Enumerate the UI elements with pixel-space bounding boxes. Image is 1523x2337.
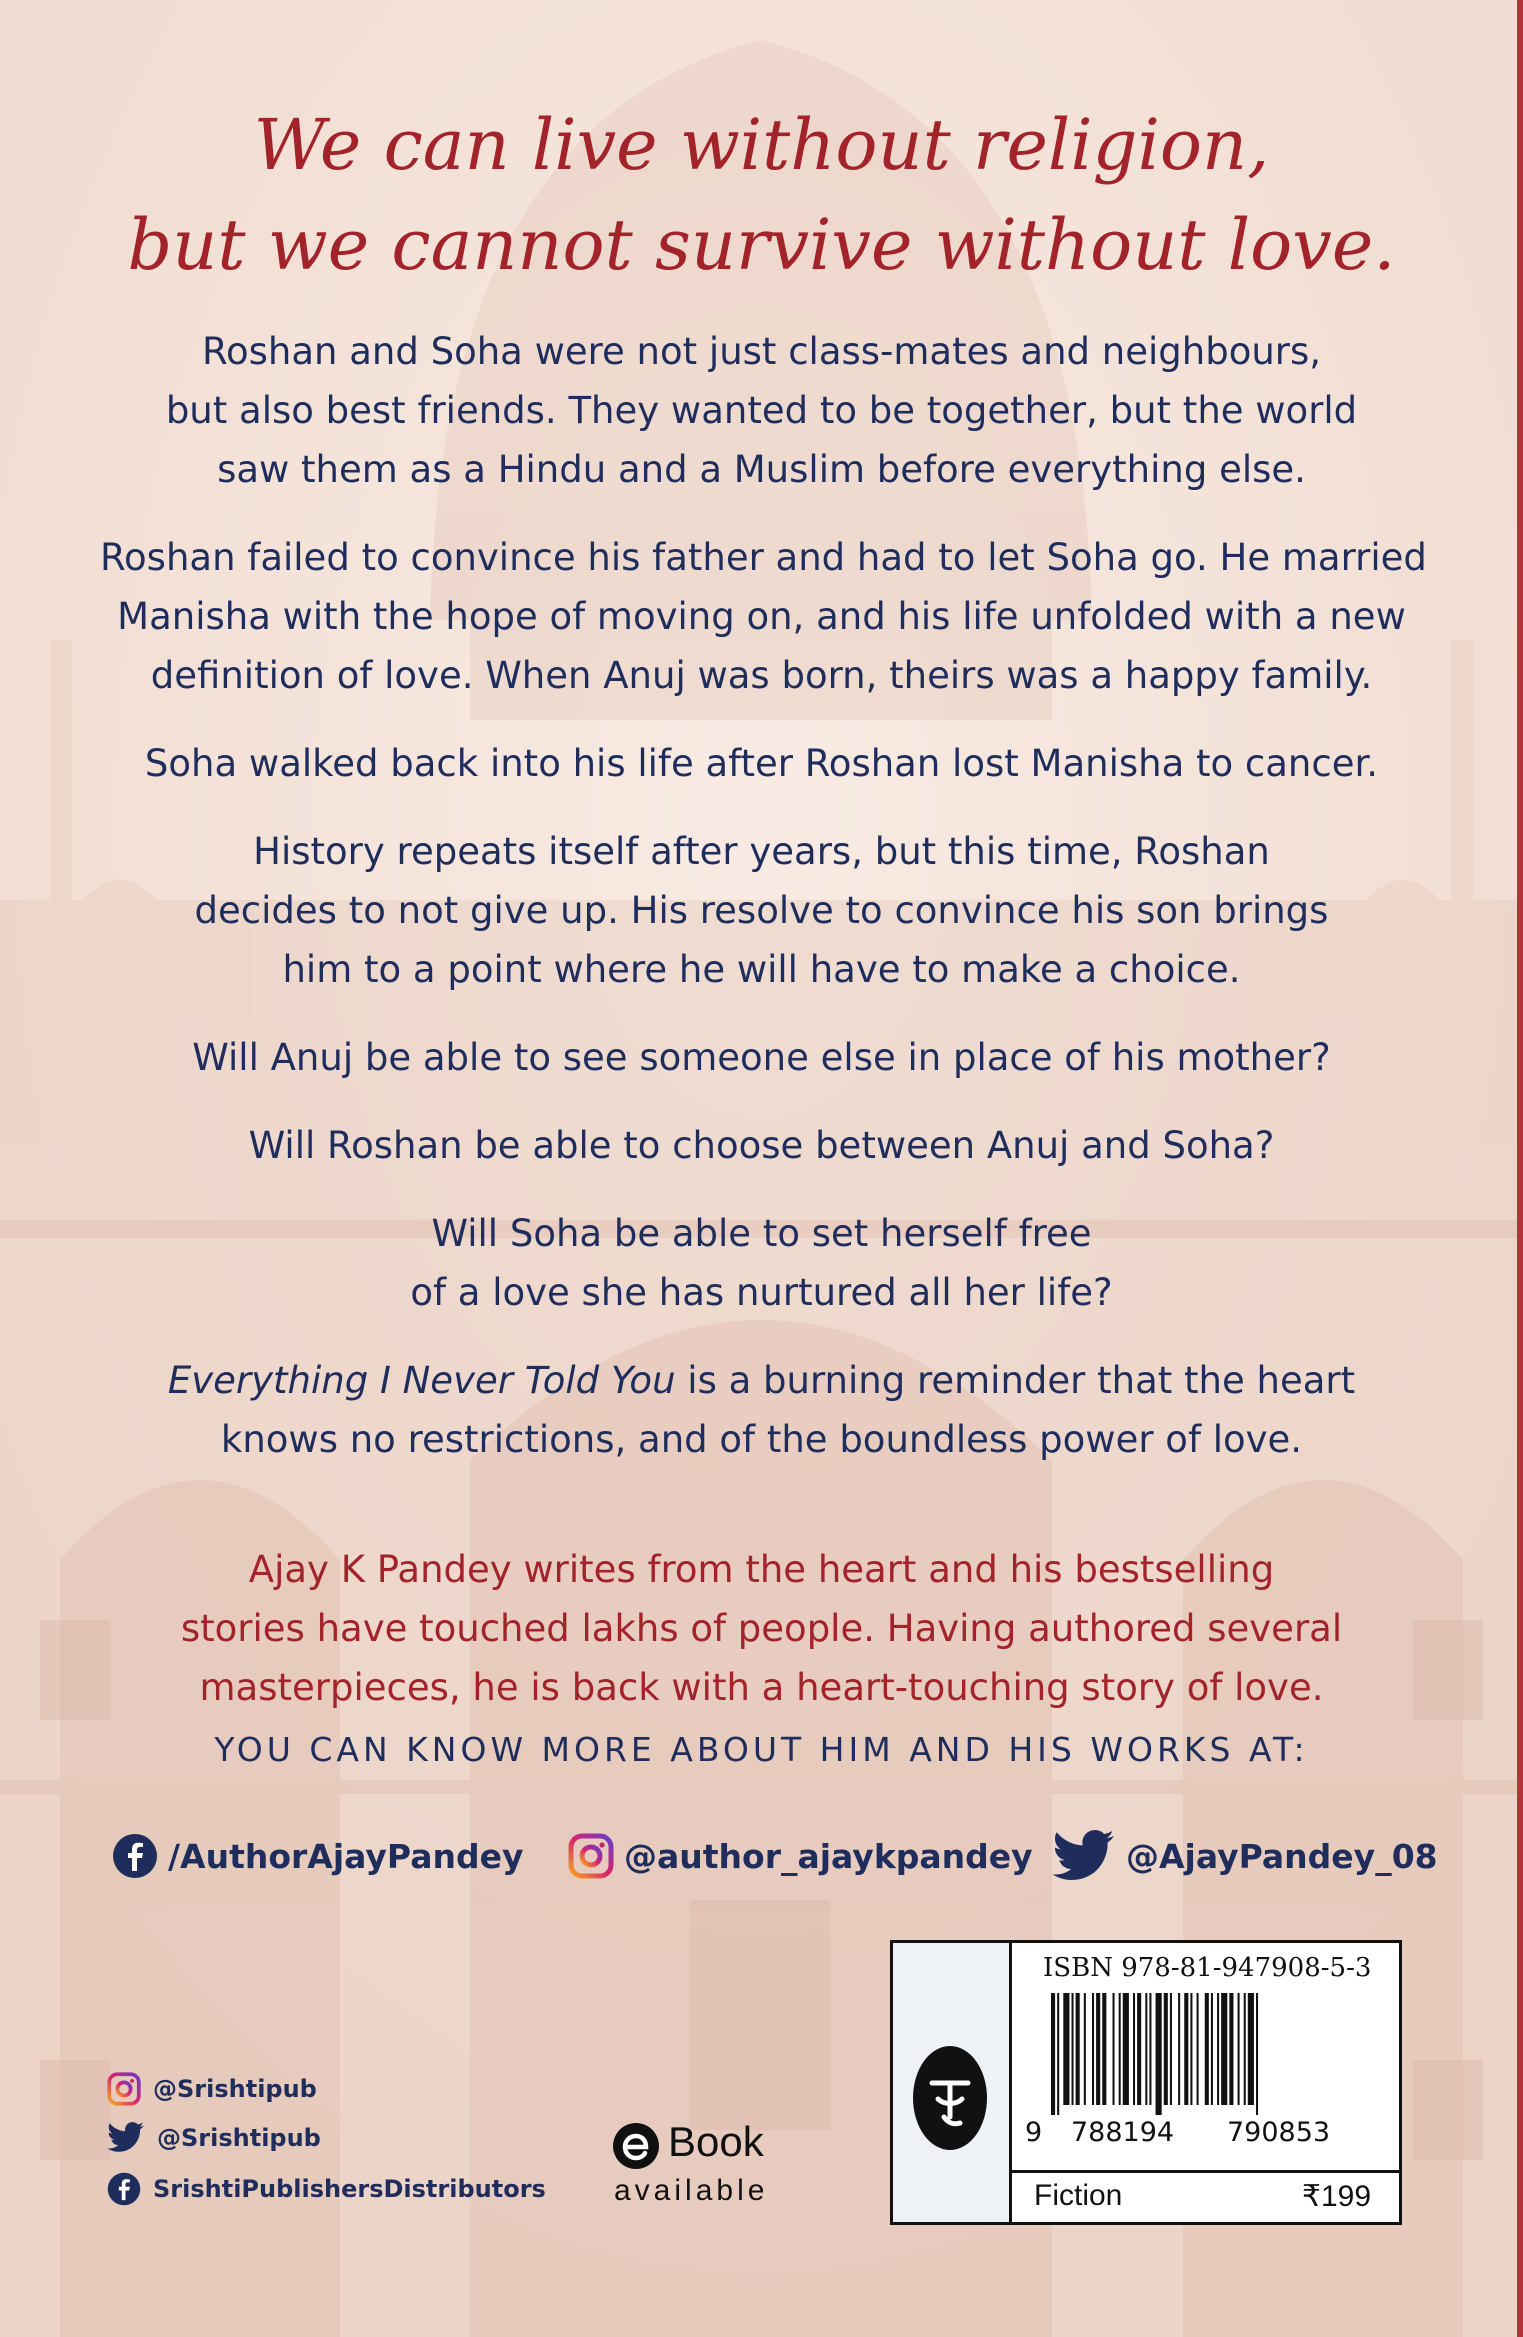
synopsis-line: Manisha with the hope of moving on, and his life unfolded with a new bbox=[117, 595, 1406, 638]
synopsis-line: but also best friends. They wanted to be together, but the world bbox=[165, 389, 1358, 432]
publisher-logo-strip bbox=[893, 1943, 1012, 2222]
barcode-bar bbox=[1063, 1993, 1069, 2105]
barcode-bar bbox=[1197, 1993, 1199, 2105]
tagline bbox=[0, 95, 1523, 295]
publisher-logo-icon bbox=[910, 2043, 990, 2153]
synopsis-question bbox=[100, 1028, 1423, 1087]
author-twitter-handle: @AjayPandey_08 bbox=[1126, 1836, 1438, 1876]
synopsis-paragraph bbox=[100, 322, 1423, 499]
ebook-available-badge bbox=[612, 2118, 802, 2212]
barcode-bar bbox=[1238, 1993, 1240, 2105]
synopsis-line bbox=[100, 1351, 1423, 1410]
barcode-bar bbox=[1145, 1993, 1147, 2105]
barcode-digits-right: 790853 bbox=[1227, 2117, 1331, 2148]
book-title-italic: Everything I Never Told You bbox=[167, 1359, 676, 1402]
barcode-bar bbox=[1076, 1993, 1080, 2105]
synopsis-closing bbox=[100, 1351, 1423, 1469]
synopsis-line: Will Anuj be able to see someone else in place of his mother? bbox=[192, 1036, 1331, 1079]
barcode-bar bbox=[1133, 1993, 1135, 2105]
barcode-bar bbox=[1096, 1993, 1100, 2105]
price-label: ₹199 bbox=[1301, 2180, 1371, 2213]
barcode-bar bbox=[1113, 1993, 1115, 2105]
synopsis-line: Soha walked back into his life after Roshan lost Manisha to cancer. bbox=[144, 742, 1379, 785]
publisher-instagram[interactable] bbox=[107, 2072, 317, 2106]
synopsis bbox=[100, 322, 1427, 1498]
publisher-facebook-handle: SrishtiPublishersDistributors bbox=[153, 2175, 546, 2203]
facebook-icon bbox=[107, 2172, 141, 2206]
synopsis-line: saw them as a Hindu and a Muslim before everything else. bbox=[217, 448, 1306, 491]
twitter-bird-icon bbox=[107, 2122, 145, 2153]
author-instagram-handle: @author_ajaykpandey bbox=[624, 1836, 1033, 1876]
publisher-facebook[interactable] bbox=[107, 2172, 546, 2206]
barcode-bar bbox=[1205, 1993, 1209, 2105]
synopsis-line: him to a point where he will have to make a choice. bbox=[282, 948, 1241, 991]
genre-label: Fiction bbox=[1034, 2179, 1123, 2212]
barcode-bar bbox=[1170, 1993, 1172, 2105]
synopsis-paragraph bbox=[100, 822, 1423, 999]
author-facebook[interactable] bbox=[112, 1830, 524, 1882]
instagram-icon bbox=[568, 1833, 614, 1879]
synopsis-line: knows no restrictions, and of the boundless power of love. bbox=[220, 1418, 1303, 1461]
synopsis-line: Will Soha be able to set herself free bbox=[431, 1212, 1092, 1255]
closing-text: is a burning reminder that the heart bbox=[675, 1359, 1356, 1402]
barcode-bar bbox=[1057, 1993, 1059, 2115]
tagline-line-2: but we cannot survive without love. bbox=[127, 204, 1396, 286]
synopsis-paragraph bbox=[100, 734, 1423, 793]
barcode-bar bbox=[1256, 1993, 1258, 2115]
synopsis-line: decides to not give up. His resolve to convince his son brings bbox=[194, 889, 1329, 932]
barcode-digit-lead: 9 bbox=[1025, 2117, 1043, 2148]
tagline-line-1: We can live without religion, bbox=[253, 104, 1270, 186]
author-bio bbox=[0, 1540, 1523, 1717]
twitter-bird-icon bbox=[1052, 1830, 1116, 1882]
publisher-twitter[interactable] bbox=[107, 2122, 321, 2153]
barcode-bar bbox=[1221, 1993, 1227, 2105]
barcode-bar bbox=[1178, 1993, 1180, 2105]
author-instagram[interactable] bbox=[568, 1830, 1033, 1882]
facebook-icon bbox=[112, 1833, 158, 1879]
barcode-bar bbox=[1149, 1993, 1151, 2105]
barcode-bars bbox=[1051, 1993, 1377, 2115]
publisher-instagram-handle: @Srishtipub bbox=[153, 2075, 317, 2103]
publisher-twitter-handle: @Srishtipub bbox=[157, 2123, 321, 2152]
synopsis-line: definition of love. When Anuj was born, theirs was a happy family. bbox=[150, 654, 1373, 697]
barcode-bar bbox=[1184, 1993, 1188, 2105]
ebook-e-icon bbox=[612, 2122, 660, 2170]
barcode-bar bbox=[1244, 1993, 1246, 2105]
barcode-bar bbox=[1102, 1993, 1106, 2105]
ebook-word: Book bbox=[668, 2118, 764, 2165]
barcode-bar bbox=[1211, 1993, 1213, 2105]
barcode-panel bbox=[890, 1940, 1402, 2225]
synopsis-paragraph bbox=[100, 528, 1427, 705]
know-more-heading: YOU CAN KNOW MORE ABOUT HIM AND HIS WORKS AT: bbox=[214, 1730, 1309, 1769]
barcode-bar bbox=[1156, 1993, 1162, 2115]
synopsis-line: Roshan and Soha were not just class-mates and neighbours, bbox=[201, 330, 1322, 373]
barcode-bar bbox=[1217, 1993, 1219, 2105]
synopsis-question bbox=[100, 1204, 1423, 1322]
genre-price-row bbox=[1012, 2170, 1399, 2225]
synopsis-line: Roshan failed to convince his father and had to let Soha go. He married bbox=[100, 536, 1427, 579]
barcode-bar bbox=[1137, 1993, 1141, 2105]
barcode-bar bbox=[1051, 1993, 1055, 2115]
instagram-icon bbox=[107, 2072, 141, 2106]
barcode-bar bbox=[1084, 1993, 1086, 2105]
author-bio-line: stories have touched lakhs of people. Having authored several bbox=[180, 1607, 1343, 1650]
barcode-bar bbox=[1190, 1993, 1192, 2105]
isbn-number: ISBN 978-81-947908-5-3 bbox=[1043, 1953, 1372, 1983]
barcode-bar bbox=[1164, 1993, 1168, 2105]
author-bio-line: Ajay K Pandey writes from the heart and his bestselling bbox=[248, 1548, 1275, 1591]
synopsis-line: Will Roshan be able to choose between Anuj and Soha? bbox=[248, 1124, 1275, 1167]
barcode-bar bbox=[1229, 1993, 1233, 2105]
barcode-bar bbox=[1072, 1993, 1074, 2105]
barcode-bar bbox=[1123, 1993, 1129, 2105]
ebook-available-text: available bbox=[614, 2174, 769, 2207]
synopsis-line: of a love she has nurtured all her life? bbox=[410, 1271, 1113, 1314]
barcode-bar bbox=[1092, 1993, 1094, 2105]
synopsis-line: History repeats itself after years, but this time, Roshan bbox=[253, 830, 1270, 873]
barcode-bar bbox=[1119, 1993, 1121, 2105]
barcode-bar bbox=[1248, 1993, 1254, 2105]
author-bio-line: masterpieces, he is back with a heart-touching story of love. bbox=[199, 1666, 1324, 1709]
barcode-digits-left: 788194 bbox=[1071, 2117, 1175, 2148]
synopsis-question bbox=[100, 1116, 1423, 1175]
author-twitter[interactable] bbox=[1052, 1830, 1438, 1882]
author-facebook-handle: /AuthorAjayPandey bbox=[168, 1836, 524, 1876]
